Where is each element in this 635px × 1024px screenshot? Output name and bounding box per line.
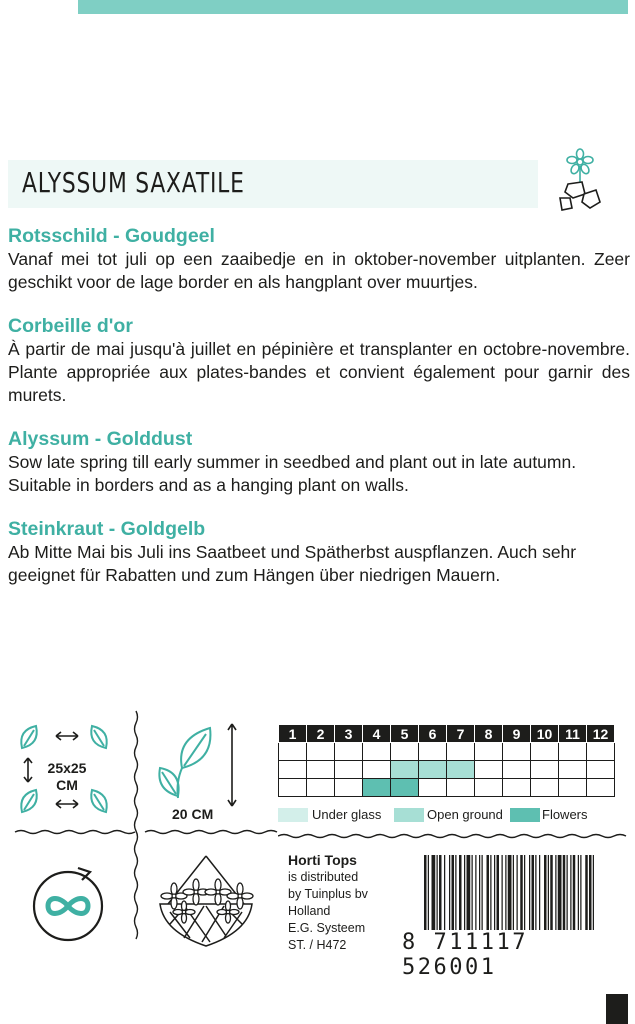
barcode-bar [479,855,480,931]
legend-open-ground: Open ground [427,807,503,822]
month-cell: 8 [475,725,503,743]
calendar-cell [531,761,559,779]
barcode-bar [505,855,506,931]
barcode-bar [578,855,579,931]
section-heading: Rotsschild - Goudgeel [8,225,215,247]
barcode-bar [593,855,594,931]
calendar-cell [531,779,559,797]
barcode-bar [490,855,491,931]
barcode-bar [449,855,450,931]
spacing-label [42,760,92,794]
calendar-cell [559,779,587,797]
barcode-bar [570,855,571,931]
legend-flowers: Flowers [542,807,588,822]
distributor-line: ST. / H472 [288,938,347,952]
calendar-cell [363,743,391,761]
barcode-bar [520,855,523,931]
calendar-cell [475,761,503,779]
barcode-bar [452,855,455,931]
calendar-row-under-glass [279,743,615,761]
calendar-cell [279,779,307,797]
barcode-bar [475,855,476,931]
calendar-cell [307,743,335,761]
top-color-band [78,0,628,14]
calendar-months-row [279,725,615,743]
barcode-bar [464,855,465,931]
calendar-cell [587,743,615,761]
section-heading: Steinkraut - Goldgelb [8,518,206,540]
calendar-cell [503,761,531,779]
distributor-line: by Tuinplus bv [288,887,368,901]
perennial-infinity-icon [18,858,122,954]
spacing-unit: CM [56,777,78,793]
barcode-bar [459,855,462,931]
calendar-cell [307,779,335,797]
barcode-bar [580,855,581,931]
barcode-bar [517,855,518,931]
barcode-bar [439,855,442,931]
calendar-cell [503,779,531,797]
barcode-bar [513,855,514,931]
calendar-cell [335,761,363,779]
month-cell: 2 [307,725,335,743]
calendar-cell [419,743,447,761]
calendar-cell [419,779,447,797]
calendar-cell [559,761,587,779]
month-cell: 9 [503,725,531,743]
section-heading: Corbeille d'or [8,315,133,337]
barcode-bar [502,855,503,931]
month-cell: 3 [335,725,363,743]
section-german [8,518,630,587]
barcode-bar [529,855,530,931]
legend-under-glass: Under glass [312,807,382,822]
section-body: Sow late spring till early summer in seedbed and plant out in late autumn. Suitable in borders and as a hanging plant on walls. [8,452,577,495]
calendar-cell [447,743,475,761]
section-body: Ab Mitte Mai bis Juli ins Saatbeet und Spätherbst auspflanzen. Auch sehr geeignet für Rabatten und zum Hängen über niedrigen Mauern. [8,542,577,585]
barcode-bar [585,855,588,931]
brand-name: Horti Tops [288,852,357,868]
hanging-basket-icon [150,852,262,954]
calendar-cell [419,761,447,779]
calendar-cell [335,779,363,797]
calendar-cell [587,779,615,797]
calendar-cell [279,743,307,761]
barcode-bar [532,855,535,931]
barcode-bar [482,855,483,931]
calendar-cell [475,779,503,797]
spacing-value: 25x25 [47,760,87,776]
barcode-bar [550,855,553,931]
barcode-bar [428,855,429,931]
calendar-cell [335,743,363,761]
barcode-bar [467,855,471,931]
calendar-cell [279,761,307,779]
month-cell: 11 [559,725,587,743]
month-cell: 12 [587,725,615,743]
barcode-bar [535,855,536,931]
sowing-calendar [278,724,615,797]
plant-icon [548,148,612,214]
calendar-cell [559,743,587,761]
barcode-bar [455,855,456,931]
calendar-cell [447,779,475,797]
legend-swatch-flowers [510,808,540,822]
calendar-cell [307,761,335,779]
calendar-cell [587,761,615,779]
barcode-bar [539,855,540,931]
barcode-bar [508,855,512,931]
barcode-bar [563,855,566,931]
barcode-bar [548,855,549,931]
calendar-cell [363,761,391,779]
section-body: À partir de mai jusqu'à juillet en pépinière et transplanter en octobre-novembre. Plante appropriée aux plates-bandes et convient également pour garnir des murets. [8,339,630,405]
month-cell: 7 [447,725,475,743]
section-heading: Alyssum - Golddust [8,428,193,450]
distributor-line: Holland [288,904,331,918]
product-title: ALYSSUM SAXATILE [22,166,245,199]
barcode-bar [424,855,427,931]
height-label: 20 CM [172,806,214,822]
calendar-cell [503,743,531,761]
distributor-info [288,852,368,954]
barcode-bar [494,855,495,931]
calendar-row-open-ground [279,761,615,779]
distributor-line: E.G. Systeem [288,921,366,935]
month-cell: 4 [363,725,391,743]
calendar-cell [391,779,419,797]
calendar-row-flowers [279,779,615,797]
barcode-bar [497,855,500,931]
distributor-line: is distributed [288,870,359,884]
section-dutch [8,225,630,294]
wavy-divider [278,832,630,840]
height-arrow-icon [152,720,252,810]
barcode-bar [544,855,547,931]
barcode-bar [567,855,568,931]
barcode-bar [487,855,490,931]
month-cell: 1 [279,725,307,743]
barcode-bar [555,855,556,931]
barcode-bar [472,855,473,931]
calendar-table [278,724,615,797]
barcode-bar [558,855,562,931]
calendar-cell [391,761,419,779]
legend-swatch-under-glass [278,808,308,822]
barcode-bar [573,855,576,931]
section-body: Vanaf mei tot juli op een zaaibedje en in oktober-november uitplanten. Zeer geschikt voor de lage border en als hangplant over muurtjes. [8,249,630,292]
calendar-cell [475,743,503,761]
month-cell: 5 [391,725,419,743]
calendar-cell [447,761,475,779]
calendar-cell [363,779,391,797]
month-cell: 10 [531,725,559,743]
section-french [8,315,630,407]
barcode-bar [524,855,525,931]
barcode-bar [444,855,445,931]
calendar-cell [391,743,419,761]
barcode-bar [432,855,436,931]
corner-mark [606,994,628,1024]
month-cell: 6 [419,725,447,743]
calendar-cell [531,743,559,761]
section-english [8,428,630,497]
barcode-bar [589,855,592,931]
barcode-number: 8 711117 526001 [402,930,635,980]
barcode-bar [437,855,438,931]
legend-swatch-open-ground [394,808,424,822]
